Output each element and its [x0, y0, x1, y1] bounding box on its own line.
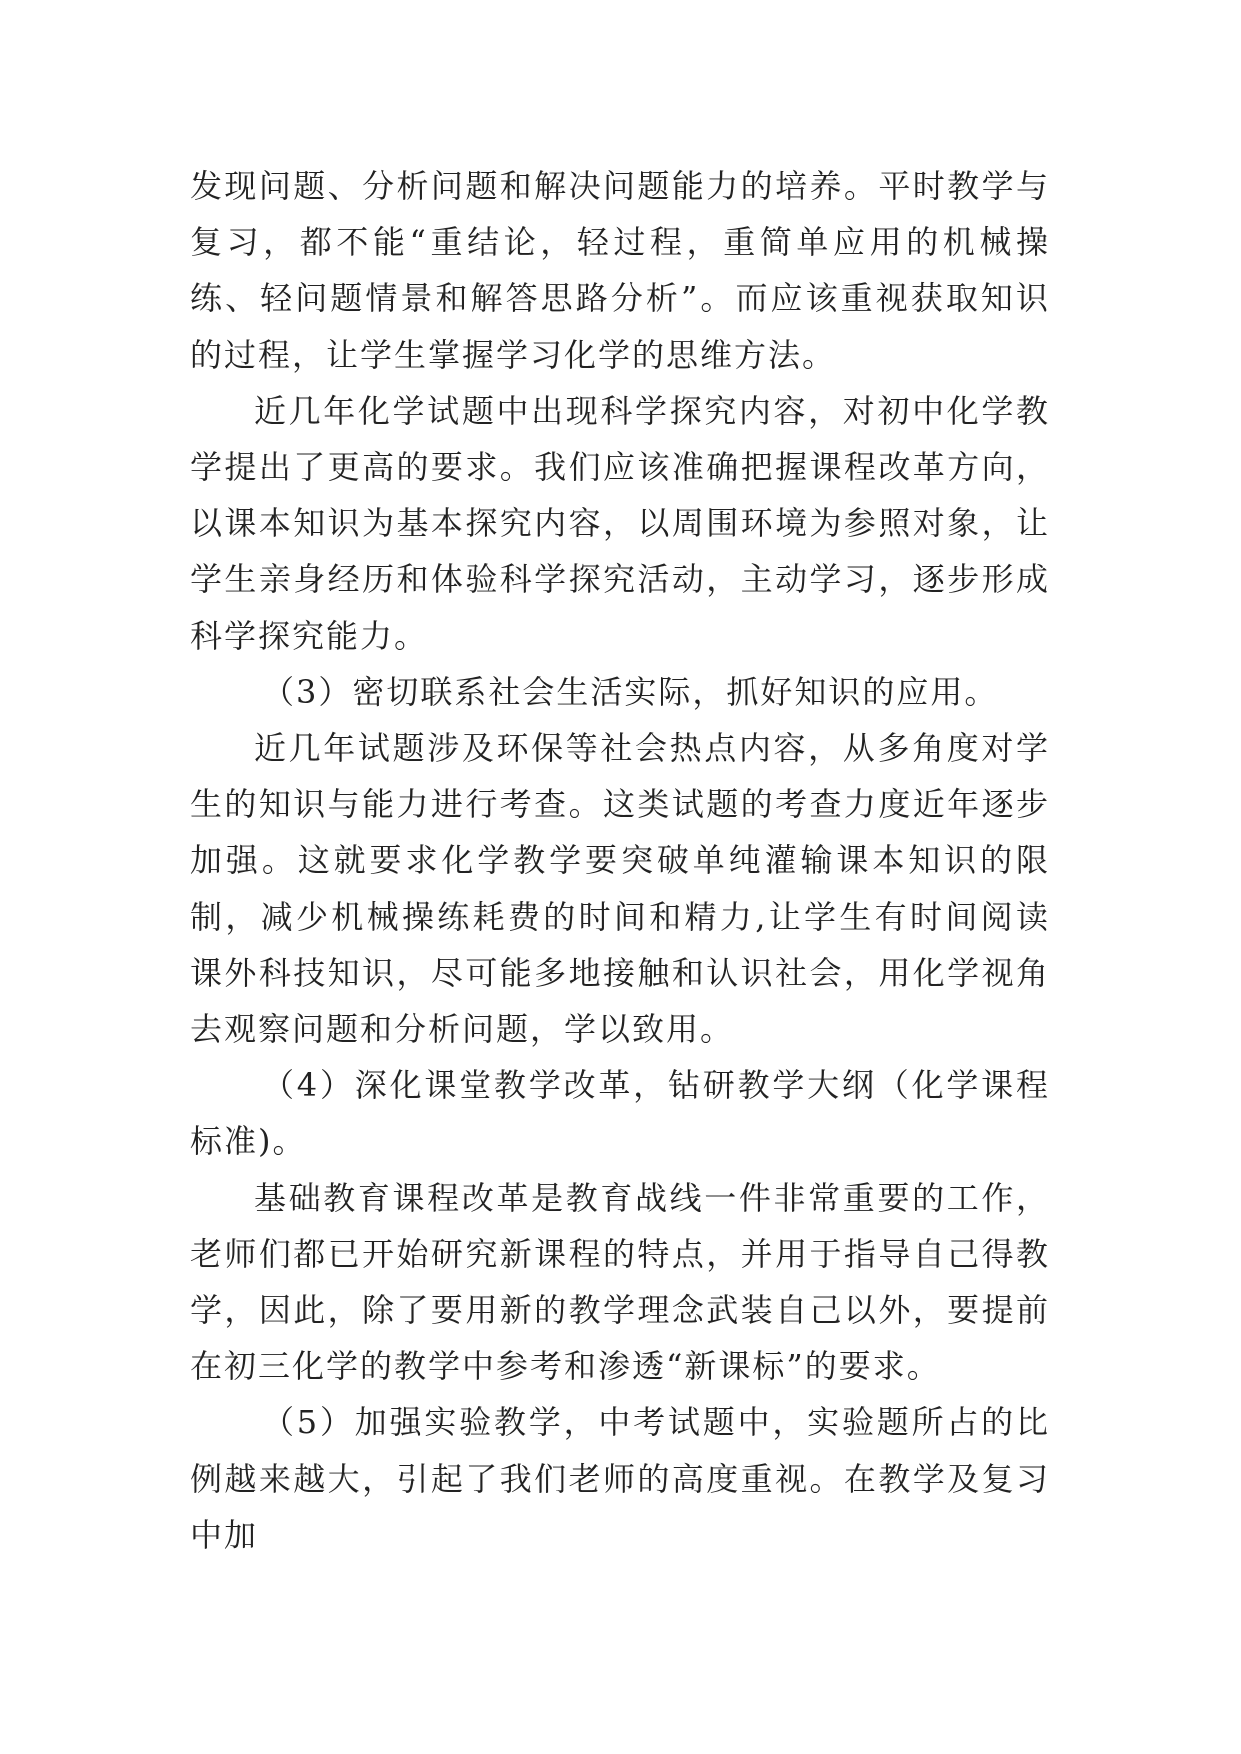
paragraph-6: 基础教育课程改革是教育战线一件非常重要的工作，老师们都已开始研究新课程的特点，并用于指导自己得教学，因此，除了要用新的教学理念武装自己以外，要提前在初三化学的教学中参考和渗透“新课标”的要求。: [190, 1178, 1050, 1386]
paragraph-4: 近几年试题涉及环保等社会热点内容，从多角度对学生的知识与能力进行考查。这类试题的考查力度近年逐步加强。这就要求化学教学要突破单纯灌输课本知识的限制，减少机械操练耗费的时间和精力,让学生有时间阅读课外科技知识，尽可能多地接触和认识社会，用化学视角去观察问题和分析问题，学以致用。: [190, 729, 1050, 1049]
paragraph-1: 发现问题、分析问题和解决问题能力的培养。平时教学与复习，都不能“重结论，轻过程，重简单应用的机械操练、轻问题情景和解答思路分析”。而应该重视获取知识的过程，让学生掌握学习化学的思维方法。: [190, 167, 1050, 374]
list-item-5: （5）加强实验教学，中考试题中，实验题所占的比例越来越大，引起了我们老师的高度重视。在教学及复习中加: [190, 1403, 1050, 1554]
list-item-3: （3）密切联系社会生活实际，抓好知识的应用。: [262, 672, 999, 711]
list-item-4: （4）深化课堂教学改革，钻研教学大纲（化学课程标准)。: [190, 1066, 1050, 1161]
document-body: [190, 158, 1050, 1563]
paragraph-2: 近几年化学试题中出现科学探究内容，对初中化学教学提出了更高的要求。我们应该准确把握课程改革方向，以课本知识为基本探究内容，以周围环境为参照对象，让学生亲身经历和体验科学探究活动，主动学习，逐步形成科学探究能力。: [190, 391, 1050, 655]
